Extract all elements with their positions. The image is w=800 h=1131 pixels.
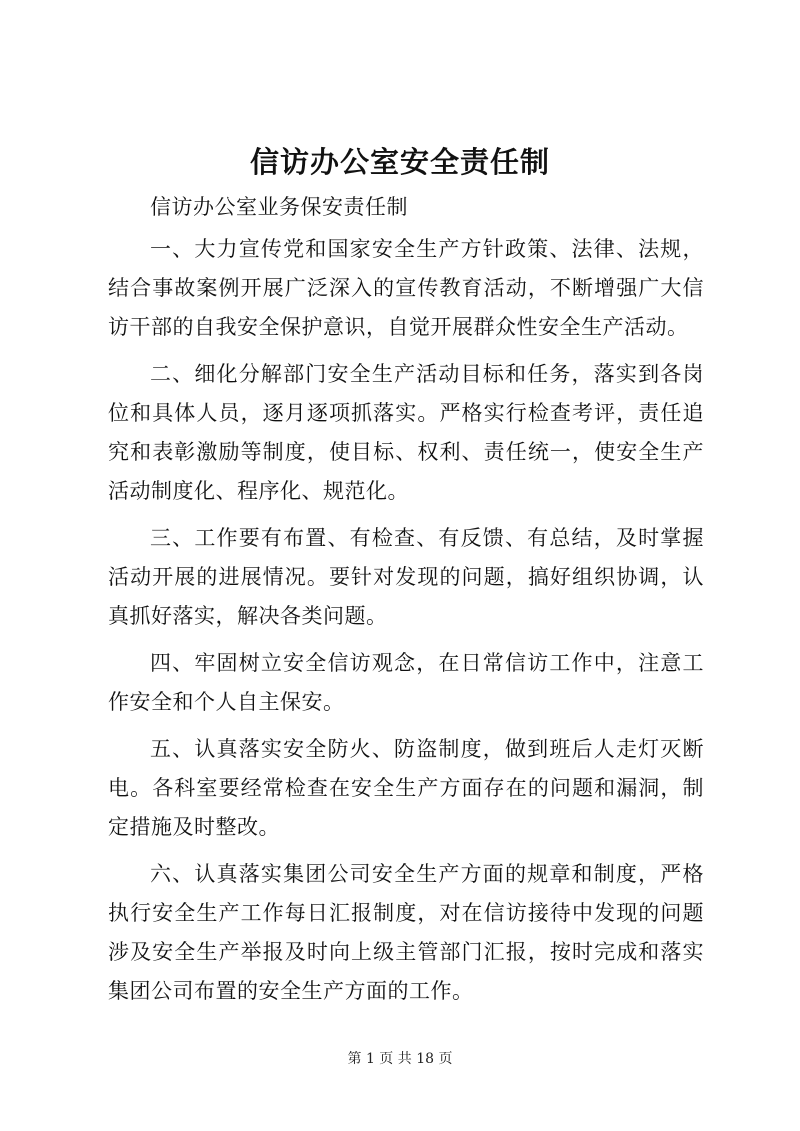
- document-title: 信访办公室安全责任制: [249, 145, 550, 179]
- paragraph-item-6: 六、认真落实集团公司安全生产方面的规章和制度，严格执行安全生产工作每日汇报制度，对在信访接待中发现的问题涉及安全生产举报及时向上级主管部门汇报，按时完成和落实集团公司布置的安全生产方面的工作。: [108, 862, 704, 1003]
- paragraph-item-2: 二、细化分解部门安全生产活动目标和任务，落实到各岗位和具体人员，逐月逐项抓落实。严格实行检查考评，责任追究和表彰激励等制度，使目标、权利、责任统一，使安全生产活动制度化、程序化、规范化。: [108, 362, 704, 503]
- page-number-footer: 第 1 页 共 18 页: [347, 1051, 453, 1067]
- paragraph-item-1: 一、大力宣传党和国家安全生产方针政策、法律、法规，结合事故案例开展广泛深入的宣传教育活动，不断增强广大信访干部的自我安全保护意识，自觉开展群众性安全生产活动。: [108, 237, 704, 339]
- paragraph-item-5: 五、认真落实安全防火、防盗制度，做到班后人走灯灭断电。各科室要经常检查在安全生产方面存在的问题和漏洞，制定措施及时整改。: [108, 737, 704, 839]
- paragraph-item-3: 三、工作要有布置、有检查、有反馈、有总结，及时掌握活动开展的进展情况。要针对发现的问题，搞好组织协调，认真抓好落实，解决各类问题。: [108, 526, 704, 628]
- document-body: [108, 188, 704, 1019]
- paragraph-item-4: 四、牢固树立安全信访观念，在日常信访工作中，注意工作安全和个人自主保安。: [108, 651, 704, 714]
- paragraph-subtitle: 信访办公室业务保安责任制: [150, 195, 408, 219]
